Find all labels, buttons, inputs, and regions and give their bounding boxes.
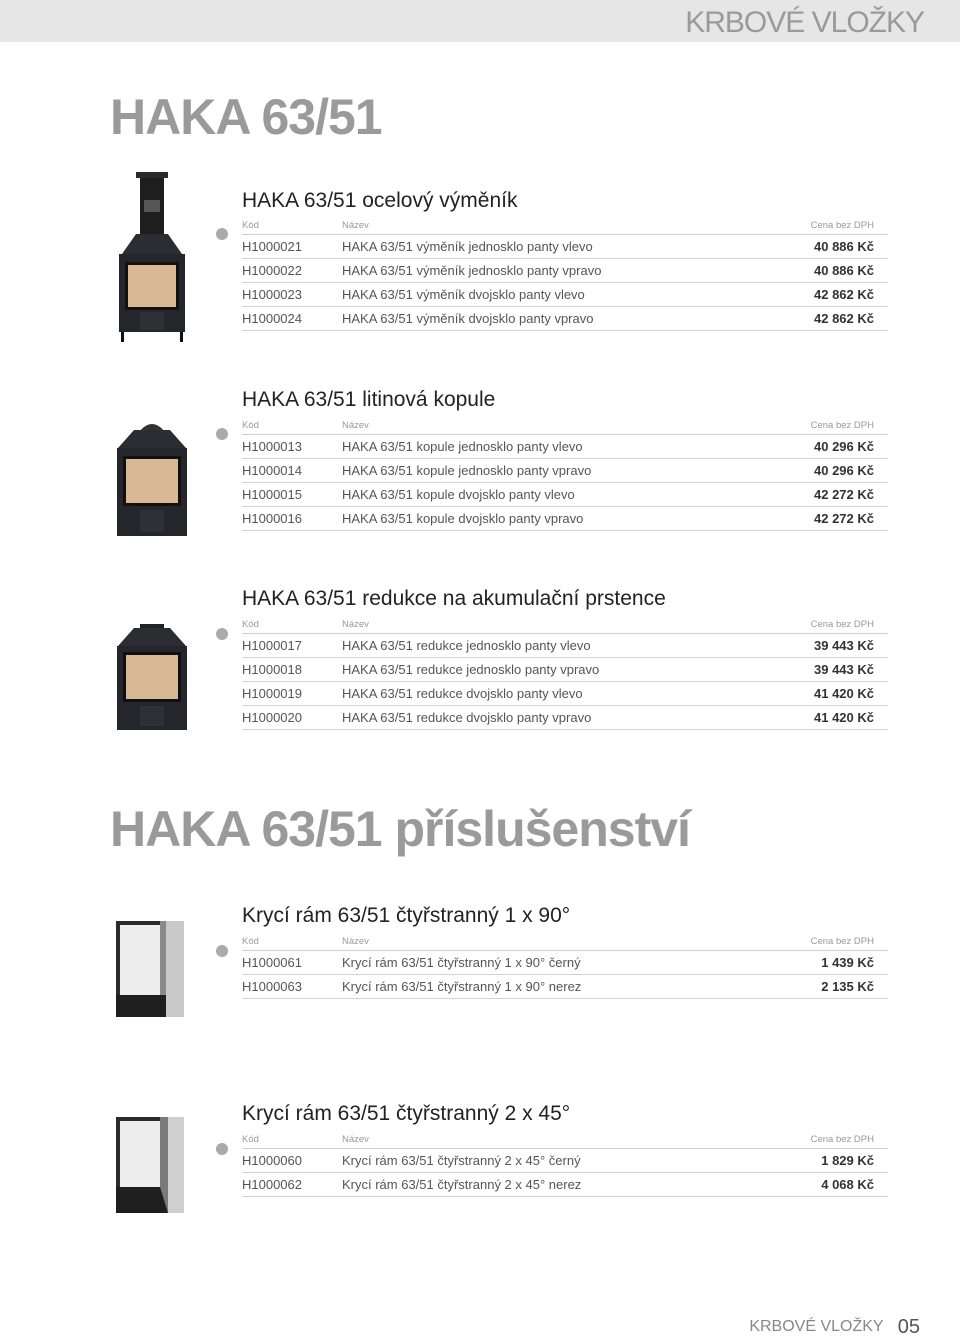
row-name: HAKA 63/51 výměník jednosklo panty vlevo [342, 239, 593, 254]
row-name: HAKA 63/51 výměník jednosklo panty vpravo [342, 263, 602, 278]
price-table [242, 934, 888, 999]
col-price: Cena bez DPH [810, 220, 874, 231]
row-code: H1000013 [242, 439, 302, 454]
row-code: H1000020 [242, 710, 302, 725]
row-name: HAKA 63/51 redukce dvojsklo panty vpravo [342, 710, 592, 725]
table-row [242, 507, 888, 531]
row-price: 40 296 Kč [814, 463, 874, 478]
table-header [242, 934, 888, 951]
row-code: H1000016 [242, 511, 302, 526]
row-name: HAKA 63/51 výměník dvojsklo panty vpravo [342, 311, 594, 326]
table-row [242, 483, 888, 507]
bullet-icon [214, 626, 230, 642]
section-title: HAKA 63/51 ocelový výměník [242, 189, 518, 212]
row-code: H1000060 [242, 1153, 302, 1168]
row-code: H1000061 [242, 955, 302, 970]
col-name: Název [342, 1134, 369, 1145]
section-title: Krycí rám 63/51 čtyřstranný 1 x 90° [242, 904, 571, 927]
row-name: Krycí rám 63/51 čtyřstranný 2 x 45° nerez [342, 1177, 582, 1192]
row-price: 40 886 Kč [814, 239, 874, 254]
row-price: 4 068 Kč [821, 1177, 874, 1192]
col-code: Kód [242, 619, 259, 630]
price-table [242, 1132, 888, 1197]
row-code: H1000014 [242, 463, 302, 478]
page-title: HAKA 63/51 [110, 89, 382, 145]
table-header [242, 1132, 888, 1149]
row-price: 42 272 Kč [814, 511, 874, 526]
row-price: 41 420 Kč [814, 686, 874, 701]
col-code: Kód [242, 936, 259, 947]
table-row [242, 307, 888, 331]
row-code: H1000018 [242, 662, 302, 677]
table-row [242, 259, 888, 283]
accessories-title: HAKA 63/51 příslušenství [110, 801, 690, 857]
table-row [242, 975, 888, 999]
row-price: 1 439 Kč [821, 955, 874, 970]
col-price: Cena bez DPH [810, 619, 874, 630]
bullet-icon [214, 943, 230, 959]
header-category: KRBOVÉ VLOŽKY [685, 6, 924, 39]
footer [749, 1314, 920, 1337]
row-code: H1000023 [242, 287, 302, 302]
footer-category: KRBOVÉ VLOŽKY [749, 1318, 884, 1335]
col-price: Cena bez DPH [810, 1134, 874, 1145]
bullet-icon [214, 1141, 230, 1157]
row-code: H1000063 [242, 979, 302, 994]
row-code: H1000017 [242, 638, 302, 653]
table-row [242, 1173, 888, 1197]
table-row [242, 706, 888, 730]
row-price: 40 886 Kč [814, 263, 874, 278]
row-name: HAKA 63/51 redukce jednosklo panty vlevo [342, 638, 591, 653]
row-name: HAKA 63/51 kopule dvojsklo panty vpravo [342, 511, 584, 526]
row-price: 42 862 Kč [814, 311, 874, 326]
fireplace-steel-image [114, 170, 190, 345]
row-name: HAKA 63/51 výměník dvojsklo panty vlevo [342, 287, 585, 302]
price-table [242, 617, 888, 730]
price-table [242, 218, 888, 331]
section-title: Krycí rám 63/51 čtyřstranný 2 x 45° [242, 1102, 571, 1125]
row-price: 39 443 Kč [814, 662, 874, 677]
col-name: Název [342, 220, 369, 231]
row-name: Krycí rám 63/51 čtyřstranný 1 x 90° černý [342, 955, 581, 970]
row-name: Krycí rám 63/51 čtyřstranný 1 x 90° nerez [342, 979, 582, 994]
table-row [242, 435, 888, 459]
frame-90-image [116, 921, 184, 1017]
row-price: 39 443 Kč [814, 638, 874, 653]
row-price: 1 829 Kč [821, 1153, 874, 1168]
row-code: H1000022 [242, 263, 302, 278]
table-row [242, 634, 888, 658]
price-table [242, 418, 888, 531]
row-name: HAKA 63/51 kopule dvojsklo panty vlevo [342, 487, 575, 502]
col-code: Kód [242, 420, 259, 431]
col-name: Název [342, 936, 369, 947]
section-title: HAKA 63/51 redukce na akumulační prstence [242, 587, 666, 610]
row-code: H1000021 [242, 239, 302, 254]
col-price: Cena bez DPH [810, 936, 874, 947]
table-row [242, 1149, 888, 1173]
row-price: 40 296 Kč [814, 439, 874, 454]
row-code: H1000019 [242, 686, 302, 701]
row-code: H1000015 [242, 487, 302, 502]
row-code: H1000024 [242, 311, 302, 326]
table-header [242, 617, 888, 634]
row-price: 42 272 Kč [814, 487, 874, 502]
frame-45-image [116, 1117, 184, 1213]
row-price: 42 862 Kč [814, 287, 874, 302]
row-price: 2 135 Kč [821, 979, 874, 994]
fireplace-reduction-image [114, 622, 190, 734]
fireplace-cast-dome-image [114, 416, 190, 540]
row-name: HAKA 63/51 kopule jednosklo panty vpravo [342, 463, 592, 478]
table-row [242, 459, 888, 483]
table-row [242, 951, 888, 975]
row-name: HAKA 63/51 kopule jednosklo panty vlevo [342, 439, 583, 454]
table-row [242, 235, 888, 259]
bullet-icon [214, 426, 230, 442]
page-number: 05 [897, 1316, 920, 1338]
row-name: Krycí rám 63/51 čtyřstranný 2 x 45° černý [342, 1153, 581, 1168]
section-title: HAKA 63/51 litinová kopule [242, 388, 496, 411]
table-row [242, 658, 888, 682]
row-price: 41 420 Kč [814, 710, 874, 725]
row-name: HAKA 63/51 redukce dvojsklo panty vlevo [342, 686, 583, 701]
col-price: Cena bez DPH [810, 420, 874, 431]
table-row [242, 283, 888, 307]
row-code: H1000062 [242, 1177, 302, 1192]
header-bar [0, 0, 960, 42]
col-name: Název [342, 619, 369, 630]
table-header [242, 218, 888, 235]
table-header [242, 418, 888, 435]
col-code: Kód [242, 1134, 259, 1145]
table-row [242, 682, 888, 706]
col-name: Název [342, 420, 369, 431]
row-name: HAKA 63/51 redukce jednosklo panty vpravo [342, 662, 600, 677]
bullet-icon [214, 226, 230, 242]
col-code: Kód [242, 220, 259, 231]
